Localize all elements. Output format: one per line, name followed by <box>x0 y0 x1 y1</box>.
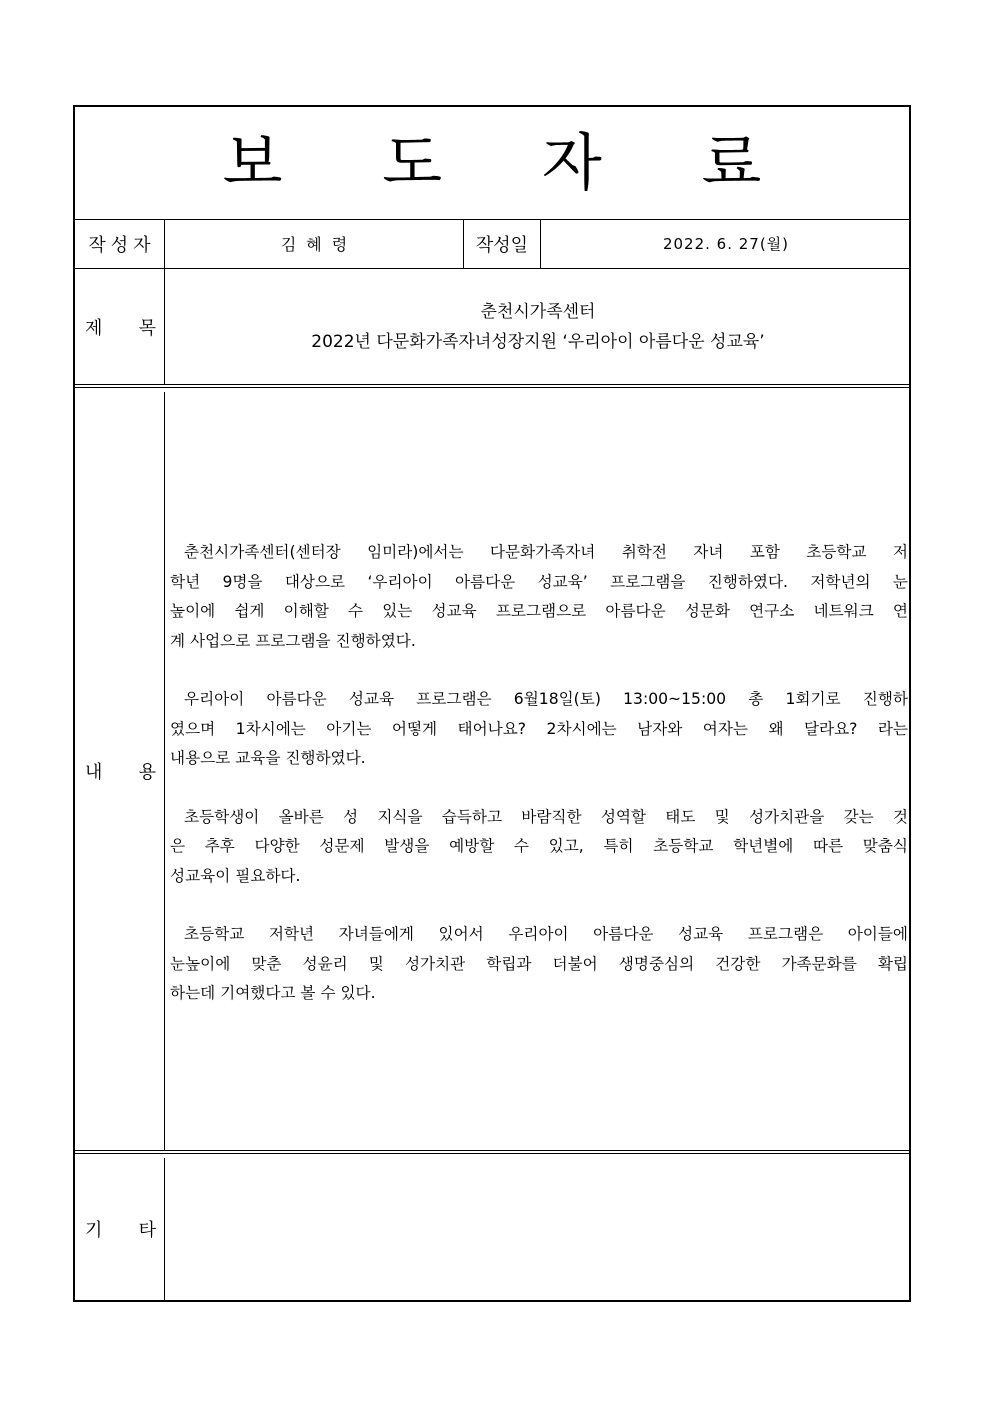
content-label-cell <box>75 392 165 1150</box>
paragraph-line: 춘천시가족센터(센터장 임미라)에서는 다문화가족자녀 취학전 자녀 포함 초등학교 저 <box>184 543 908 561</box>
author-value: 김혜령 <box>280 235 358 254</box>
paragraph-line: 하는데 기여했다고 볼 수 있다. <box>170 984 376 1002</box>
paragraph-line: 눈높이에 맞춘 성윤리 및 성가치관 학립과 더불어 생명중심의 건강한 가족문화를 확립 <box>170 954 908 973</box>
paragraph-line: 였으며 1차시에는 아기는 어떻게 태어나요? 2차시에는 남자와 여자는 왜 달라요? 라는 <box>170 719 908 738</box>
paragraph-line: 은 추후 다양한 성문제 발생을 예방할 수 있고, 특히 초등학교 학년별에 따른 맞춤식 <box>170 837 908 855</box>
title-row <box>75 107 909 220</box>
author-value-cell <box>165 219 464 268</box>
content-label-right: 용 <box>138 762 156 783</box>
content-body-cell <box>165 392 911 1150</box>
subject-line-1: 춘천시가족센터 <box>480 301 596 322</box>
subject-label-left: 제 <box>85 317 103 339</box>
subject-row <box>75 269 909 388</box>
content-paragraph <box>170 685 908 774</box>
paragraph-line: 초등학교 저학년 자녀들에게 있어서 우리아이 아름다운 성교육 프로그램은 아이들에 <box>184 925 908 943</box>
paragraph-line: 성교육이 필요하다. <box>170 866 301 885</box>
paragraph-line: 우리아이 아름다운 성교육 프로그램은 6월18일(토) 13:00~15:00 총 1회기로 진행하 <box>184 690 908 708</box>
press-release-form <box>73 105 911 1302</box>
other-label-cell <box>75 1158 165 1300</box>
subject-label-cell <box>75 269 165 384</box>
author-label: 작성자 <box>88 234 156 256</box>
date-label: 작성일 <box>475 234 529 256</box>
subject-value-cell <box>165 269 911 384</box>
author-row <box>75 219 909 269</box>
subject-line-2: 2022년 다문화가족자녀성장지원 ‘우리아이 아름다운 성교육’ <box>311 331 765 352</box>
other-row <box>75 1158 909 1300</box>
date-label-cell <box>464 219 541 268</box>
subject-label-right: 목 <box>138 317 156 339</box>
content-paragraph <box>170 920 908 1009</box>
date-value: 2022. 6. 27(월) <box>662 235 790 253</box>
content-paragraphs <box>170 392 908 1038</box>
content-row <box>75 392 909 1154</box>
date-value-cell <box>541 219 911 268</box>
other-label-left: 기 <box>85 1220 103 1241</box>
other-value-cell <box>165 1158 911 1300</box>
content-paragraph <box>170 803 908 892</box>
content-paragraph <box>170 538 908 656</box>
document-title: 보 도 자 료 <box>222 126 802 199</box>
paragraph-line: 내용으로 교육을 진행하였다. <box>170 749 366 767</box>
paragraph-line: 학년 9명을 대상으로 ‘우리아이 아름다운 성교육’ 프로그램을 진행하였다. 저학년의 눈 <box>170 572 908 591</box>
other-label-right: 타 <box>138 1220 156 1241</box>
content-label-left: 내 <box>85 762 103 783</box>
author-label-cell <box>75 219 165 268</box>
paragraph-line: 초등학생이 올바른 성 지식을 습득하고 바람직한 성역할 태도 및 성가치관을 갖는 것 <box>184 807 908 826</box>
paragraph-line: 계 사업으로 프로그램을 진행하였다. <box>170 631 416 650</box>
paragraph-line: 높이에 쉽게 이해할 수 있는 성교육 프로그램으로 아름다운 성문화 연구소 네트워크 연 <box>170 602 908 620</box>
